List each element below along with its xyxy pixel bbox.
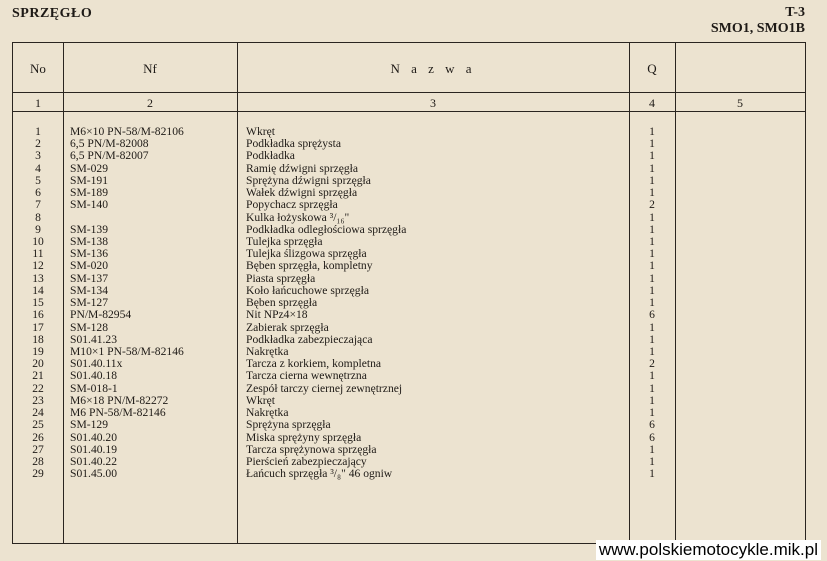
row-number: 17 [32, 320, 44, 334]
page-title: SPRZĘGŁO [12, 6, 93, 21]
row-nazwa: Nakrętka [246, 345, 289, 358]
row-quantity: 1 [649, 271, 655, 285]
row-quantity: 1 [649, 283, 655, 297]
row-nf: SM-134 [70, 284, 109, 297]
row-quantity: 1 [649, 406, 655, 420]
row-number: 16 [32, 308, 44, 322]
row-nazwa: Tarcza sprężynowa sprzęgła [246, 443, 377, 456]
column-number: 5 [737, 96, 743, 110]
row-number: 5 [35, 173, 41, 187]
table-row [13, 432, 805, 444]
row-nf: S01.41.23 [70, 333, 118, 346]
table-row [13, 456, 805, 468]
table-row [13, 444, 805, 456]
table-row [13, 273, 805, 285]
watermark-url: www.polskiemotocykle.mik.pl [596, 540, 821, 560]
row-nf: SM-018-1 [70, 382, 118, 395]
row-nf: SM-128 [70, 321, 109, 334]
header-no: No [30, 61, 46, 76]
table-row [13, 468, 805, 480]
column-number: 3 [430, 96, 436, 110]
row-nazwa: Tulejka ślizgowa sprzęgła [246, 248, 367, 261]
row-nf: S01.40.18 [70, 370, 118, 383]
row-quantity: 1 [649, 332, 655, 346]
row-nazwa: Koło łańcuchowe sprzęgła [246, 284, 369, 297]
row-quantity: 1 [649, 344, 655, 358]
row-nazwa: Podkładka odległościowa sprzęgła [246, 223, 407, 236]
row-nf: 6,5 PN/M-82008 [70, 138, 149, 151]
row-nf: SM-136 [70, 248, 109, 261]
page-code-models: SMO1, SMO1B [710, 21, 805, 36]
table-row [13, 407, 805, 419]
row-quantity: 1 [649, 186, 655, 200]
table-row [13, 175, 805, 187]
row-quantity: 1 [649, 320, 655, 334]
row-quantity: 1 [649, 137, 655, 151]
table-row [13, 138, 805, 150]
row-number: 4 [35, 161, 41, 175]
row-nazwa: Ramię dźwigni sprzęgła [246, 162, 359, 175]
row-quantity: 1 [649, 210, 655, 224]
row-number: 29 [32, 467, 44, 481]
row-nf: M6×10 PN-58/M-82106 [70, 126, 184, 138]
row-number: 18 [32, 332, 44, 346]
row-nf: 6,5 PN/M-82007 [70, 150, 149, 163]
table-row [13, 383, 805, 395]
row-nazwa: Nit NPz4×18 [246, 309, 308, 322]
row-nazwa: Bęben sprzęgła [246, 297, 318, 310]
row-number: 15 [32, 296, 44, 310]
page-code-number: T-3 [785, 5, 805, 20]
row-quantity: 6 [649, 308, 655, 322]
row-number: 13 [32, 271, 44, 285]
row-nf: SM-020 [70, 260, 109, 273]
table-row [13, 260, 805, 272]
row-quantity: 1 [649, 173, 655, 187]
row-quantity: 1 [649, 247, 655, 261]
row-nf: SM-129 [70, 419, 109, 432]
row-number: 28 [32, 454, 44, 468]
column-number: 4 [649, 96, 655, 110]
row-nf: SM-137 [70, 272, 109, 285]
row-nazwa: Tarcza z korkiem, kompletna [246, 358, 382, 371]
table-row [13, 126, 805, 138]
row-quantity: 2 [649, 198, 655, 212]
row-nf: M6 PN-58/M-82146 [70, 407, 166, 420]
row-number: 21 [32, 369, 44, 383]
row-nazwa: Tarcza cierna wewnętrzna [246, 370, 367, 383]
row-nf: SM-189 [70, 187, 109, 200]
row-quantity: 6 [649, 430, 655, 444]
row-number: 6 [35, 186, 41, 200]
table-row [13, 297, 805, 309]
parts-table [12, 42, 806, 544]
row-nazwa: Sprężyna dźwigni sprzęgła [246, 174, 371, 187]
row-nazwa: Łańcuch sprzęgła ³/₈" 46 ogniw [246, 468, 393, 481]
table-row [13, 199, 805, 211]
row-quantity: 1 [649, 149, 655, 163]
table-row [13, 150, 805, 162]
row-nf: SM-138 [70, 235, 109, 248]
table-row [13, 334, 805, 346]
row-nazwa: Pierścień zabezpieczający [246, 455, 367, 468]
row-quantity: 1 [649, 296, 655, 310]
row-quantity: 1 [649, 125, 655, 138]
row-nf: S01.40.19 [70, 443, 118, 456]
row-nf: S01.40.22 [70, 455, 118, 468]
row-nazwa: Nakrętka [246, 407, 289, 420]
row-nazwa: Wałek dźwigni sprzęgła [246, 187, 358, 200]
row-nf: SM-127 [70, 297, 109, 310]
row-number: 8 [35, 210, 41, 224]
row-quantity: 1 [649, 381, 655, 395]
row-number: 23 [32, 393, 44, 407]
row-nazwa: Podkładka [246, 150, 295, 163]
row-nf: SM-140 [70, 199, 109, 212]
row-nf: SM-191 [70, 174, 109, 187]
row-nf: S01.40.20 [70, 431, 118, 444]
row-number: 24 [32, 406, 44, 420]
row-number: 12 [32, 259, 44, 273]
row-quantity: 1 [649, 259, 655, 273]
row-quantity: 1 [649, 234, 655, 248]
table-row [13, 285, 805, 297]
row-number: 2 [35, 137, 41, 151]
table-row [13, 212, 805, 224]
row-nazwa: Wkręt [246, 126, 275, 138]
header-q: Q [647, 61, 657, 76]
column-number: 1 [35, 96, 41, 110]
table-row [13, 358, 805, 370]
row-nf: PN/M-82954 [70, 309, 132, 322]
row-nazwa: Tulejka sprzęgła [246, 235, 323, 248]
row-quantity: 1 [649, 369, 655, 383]
table-row [13, 224, 805, 236]
row-number: 11 [32, 247, 44, 261]
row-number: 27 [32, 442, 44, 456]
row-number: 26 [32, 430, 44, 444]
row-nf: M6×18 PN/M-82272 [70, 394, 169, 407]
row-number: 20 [32, 357, 44, 371]
row-nazwa: Sprężyna sprzęgła [246, 419, 331, 432]
row-nazwa: Bęben sprzęgła, kompletny [246, 260, 373, 273]
row-quantity: 1 [649, 393, 655, 407]
row-nazwa: Zespół tarczy ciernej zewnętrznej [246, 382, 403, 395]
table-row [13, 419, 805, 431]
table-row [13, 322, 805, 334]
header-nf: Nf [143, 61, 157, 76]
row-nazwa: Podkładka zabezpieczająca [246, 333, 373, 346]
table-row [13, 163, 805, 175]
row-number: 25 [32, 418, 44, 432]
row-number: 7 [35, 198, 41, 212]
row-quantity: 1 [649, 222, 655, 236]
row-quantity: 1 [649, 161, 655, 175]
row-number: 1 [35, 125, 41, 138]
row-quantity: 6 [649, 418, 655, 432]
row-nazwa: Podkładka sprężysta [246, 138, 341, 151]
row-quantity: 2 [649, 357, 655, 371]
table-row [13, 309, 805, 321]
row-number: 14 [32, 283, 44, 297]
header-divider [13, 111, 805, 112]
row-quantity: 1 [649, 442, 655, 456]
row-nf: S01.40.11x [70, 358, 123, 371]
row-quantity: 1 [649, 467, 655, 481]
header-nazwa: N a z w a [390, 61, 476, 76]
row-number: 22 [32, 381, 44, 395]
row-nf: SM-029 [70, 162, 109, 175]
table-row [13, 395, 805, 407]
row-nazwa: Popychacz sprzęgła [246, 199, 338, 212]
row-number: 3 [35, 149, 41, 163]
table-row [13, 248, 805, 260]
row-nf: M10×1 PN-58/M-82146 [70, 345, 184, 358]
row-number: 9 [35, 222, 41, 236]
table-row [13, 346, 805, 358]
row-nazwa: Miska sprężyny sprzęgła [246, 431, 362, 444]
row-number: 10 [32, 234, 44, 248]
row-number: 19 [32, 344, 44, 358]
column-number: 2 [147, 96, 153, 110]
row-nf: S01.45.00 [70, 468, 118, 481]
row-nazwa: Zabierak sprzęgła [246, 321, 329, 334]
row-nazwa: Piasta sprzęgła [246, 272, 316, 285]
header-divider [13, 92, 805, 93]
page-code [711, 5, 805, 37]
table-row [13, 370, 805, 382]
row-nf: SM-139 [70, 223, 109, 236]
table-row [13, 236, 805, 248]
table-row [13, 187, 805, 199]
row-nazwa: Wkręt [246, 394, 275, 407]
row-nazwa: Kulka łożyskowa ³/₁₆" [246, 211, 350, 224]
row-quantity: 1 [649, 454, 655, 468]
